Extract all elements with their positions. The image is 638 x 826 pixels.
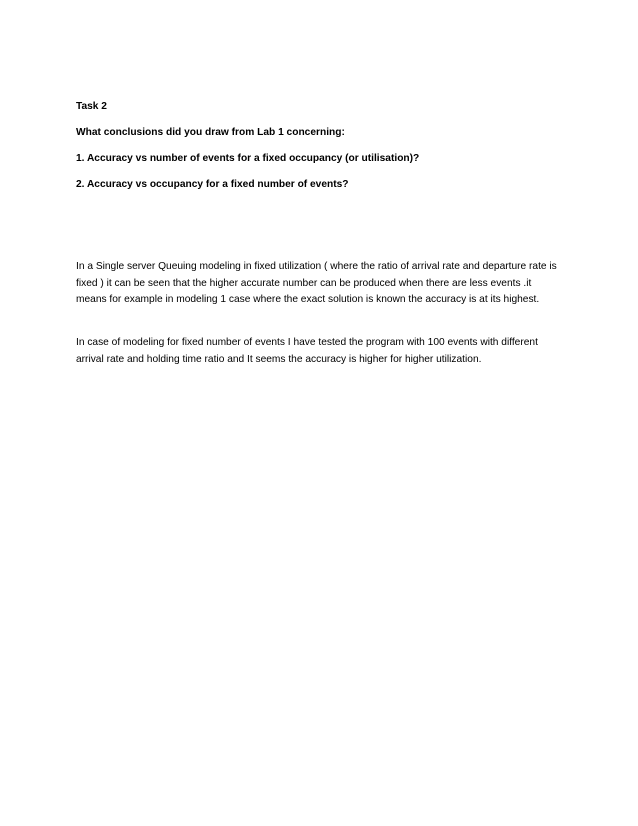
answer-paragraph-2: In case of modeling for fixed number of events I have tested the program with 100 events with different arrival rate and holding time ratio and It seems the accuracy is higher for higher utilization. (76, 337, 538, 365)
question-1: 1. Accuracy vs number of events for a fixed occupancy (or utilisation)? (76, 153, 420, 164)
question-2: 2. Accuracy vs occupancy for a fixed number of events? (76, 179, 349, 190)
task-title: Task 2 (76, 101, 107, 112)
question-intro: What conclusions did you draw from Lab 1 concerning: (76, 127, 345, 138)
answer-paragraph-1: In a Single server Queuing modeling in fixed utilization ( where the ratio of arrival rate and departure rate is fixed ) it can be seen that the higher accurate number can be produced when there are less events .it means for example in modeling 1 case where the exact solution is known the accuracy is at its highest. (76, 261, 557, 305)
